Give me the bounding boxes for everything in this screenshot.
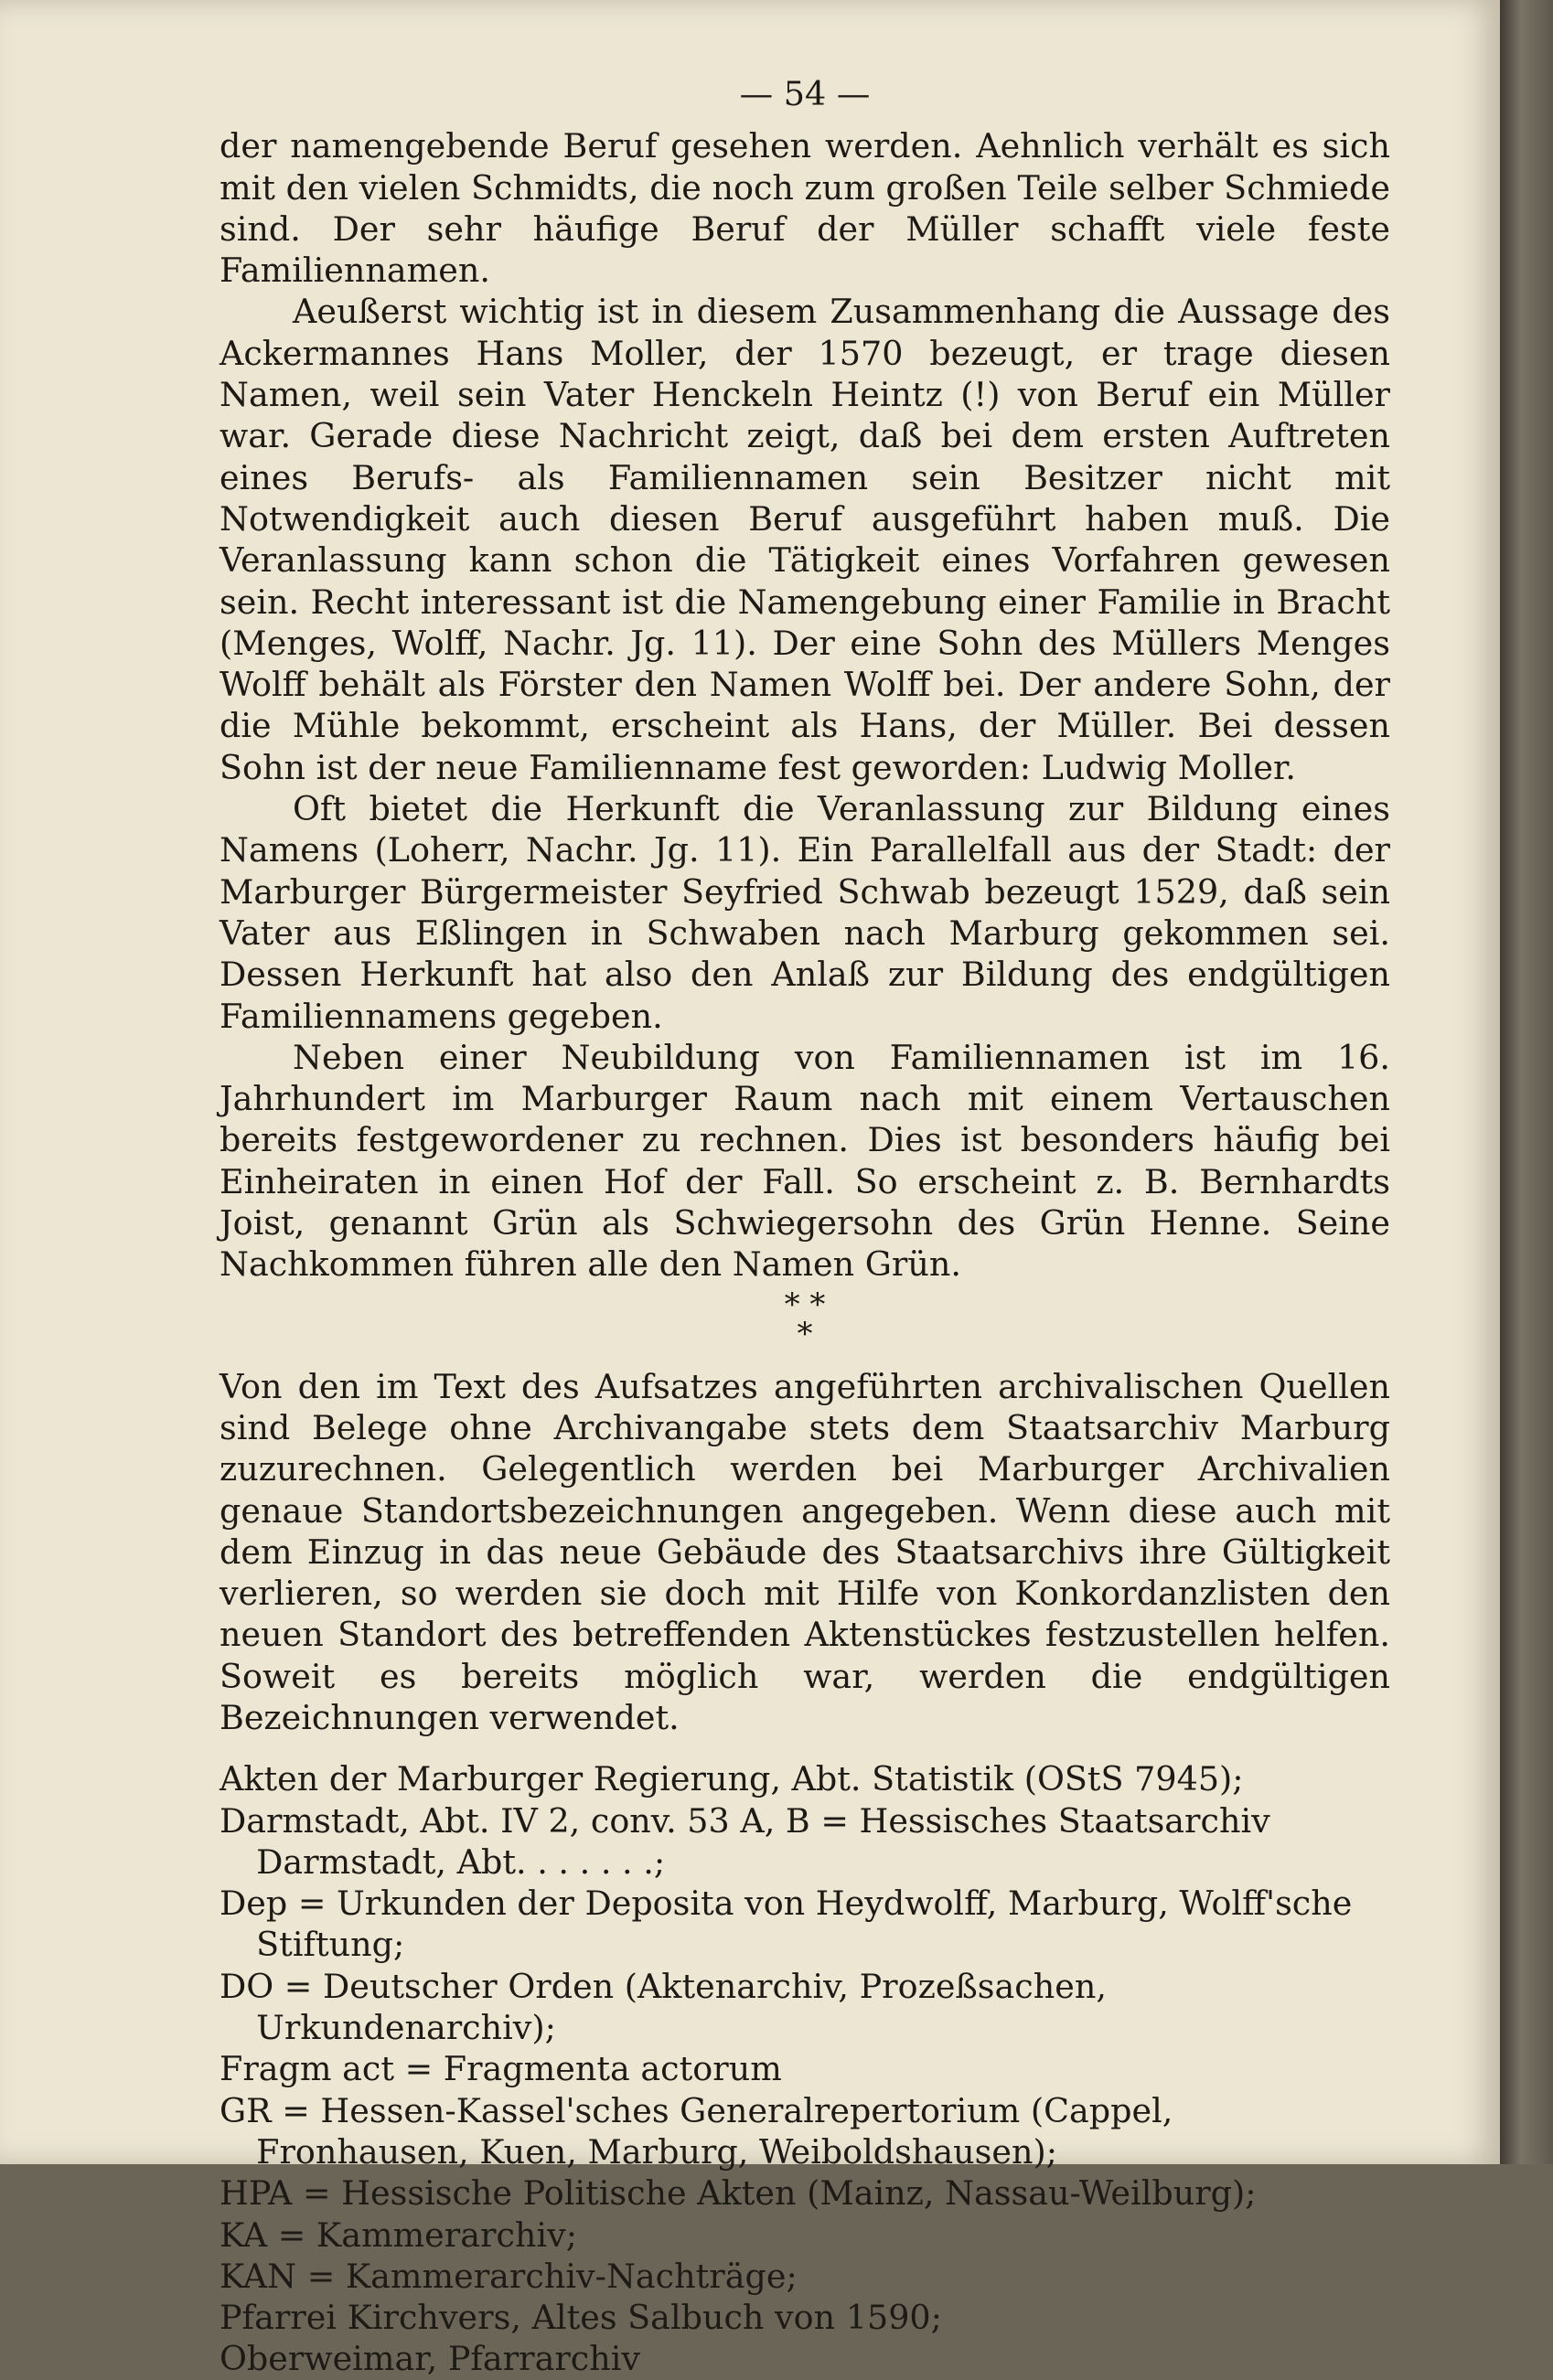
abbreviation-item: Pfarrei Kirchvers, Altes Salbuch von 1590;: [220, 2298, 942, 2338]
separator-stars-top: * *: [784, 1286, 826, 1323]
abbreviation-item: Oberweimar, Pfarrarchiv: [220, 2339, 641, 2379]
separator-stars-bottom: *: [797, 1315, 813, 1352]
abbreviation-item: Akten der Marburger Regierung, Abt. Statistik (OStS 7945);: [220, 1759, 1244, 1799]
abbreviation-item: Fragm act = Fragmenta actorum: [220, 2049, 782, 2089]
page-content: [220, 73, 1390, 2380]
sources-note: Von den im Text des Aufsatzes angeführten archivalischen Quellen sind Belege ohne Archivangabe stets dem Staatsarchiv Marburg zuzurechnen. Gelegentlich werden bei Marburger Archivalien genaue Standortsbezeichnungen angegeben. Wenn diese auch mit dem Einzug in das neue Gebäude des Staatsarchivs ihre Gültigkeit verlieren, so werden sie doch mit Hilfe von Konkordanzlisten den neuen Standort des betreffenden Aktenstückes festzustellen helfen. Soweit es bereits möglich war, werden die endgültigen Bezeichnungen verwendet.: [220, 1366, 1390, 1737]
paragraph-1: der namengebende Beruf gesehen werden. Aehnlich verhält es sich mit den vielen Schmidts, die noch zum großen Teile selber Schmiede sind. Der sehr häufige Beruf der Müller schafft viele feste Familiennamen.: [220, 126, 1390, 291]
paragraph-4: Neben einer Neubildung von Familiennamen ist im 16. Jahrhundert im Marburger Raum nach mit einem Vertauschen bereits festgewordener zu rechnen. Dies ist besonders häufig bei Einheiraten in einen Hof der Fall. So erscheint z. B. Bernhardts Joist, genannt Grün als Schwiegersohn des Grün Henne. Seine Nachkommen führen alle den Namen Grün.: [220, 1037, 1390, 1285]
abbreviation-item: DO = Deutscher Orden (Aktenarchiv, Prozeßsachen, Urkundenarchiv);: [220, 1966, 1107, 2048]
abbreviation-item: Dep = Urkunden der Deposita von Heydwolff, Marburg, Wolff'sche Stiftung;: [220, 1884, 1353, 1965]
section-separator: [220, 1286, 1390, 1352]
paragraph-2: Aeußerst wichtig ist in diesem Zusammenhang die Aussage des Ackermannes Hans Moller, der 1570 bezeugt, er trage diesen Namen, weil sein Vater Henckeln Heintz (!) von Beruf ein Müller war. Gerade diese Nachricht zeigt, daß bei dem ersten Auftreten eines Berufs- als Familiennamen sein Besitzer nicht mit Notwendigkeit auch diesen Beruf ausgeführt haben muß. Die Veranlassung kann schon die Tätigkeit eines Vorfahren gewesen sein. Recht interessant ist die Namengebung einer Familie in Bracht (Menges, Wolff, Nachr. Jg. 11). Der eine Sohn des Müllers Menges Wolff behält als Förster den Namen Wolff bei. Der andere Sohn, der die Mühle bekommt, erscheint als Hans, der Müller. Bei dessen Sohn ist der neue Familienname fest geworden: Ludwig Moller.: [220, 292, 1390, 787]
abbreviation-list: [220, 1758, 1390, 2379]
paragraph-3: Oft bietet die Herkunft die Veranlassung zur Bildung eines Namens (Loherr, Nachr. Jg. 11). Ein Parallelfall aus der Stadt: der Marburger Bürgermeister Seyfried Schwab bezeugt 1529, daß sein Vater aus Eßlingen in Schwaben nach Marburg gekommen sei. Dessen Herkunft hat also den Anlaß zur Bildung des endgültigen Familiennamens gegeben.: [220, 789, 1390, 1036]
abbreviation-item: Darmstadt, Abt. IV 2, conv. 53 A, B = Hessisches Staatsarchiv Darmstadt, Abt. . . . . . .;: [220, 1800, 1270, 1882]
abbreviation-item: KA = Kammerarchiv;: [220, 2215, 577, 2255]
abbreviation-item: HPA = Hessische Politische Akten (Mainz, Nassau-Weilburg);: [220, 2173, 1257, 2214]
book-edge: [1500, 0, 1553, 2164]
abbreviation-item: KAN = Kammerarchiv-Nachträge;: [220, 2256, 798, 2296]
page-number: — 54 —: [739, 74, 871, 113]
abbreviation-item: GR = Hessen-Kassel'sches Generalrepertorium (Cappel, Fronhausen, Kuen, Marburg, Weiboldshausen);: [220, 2090, 1173, 2172]
